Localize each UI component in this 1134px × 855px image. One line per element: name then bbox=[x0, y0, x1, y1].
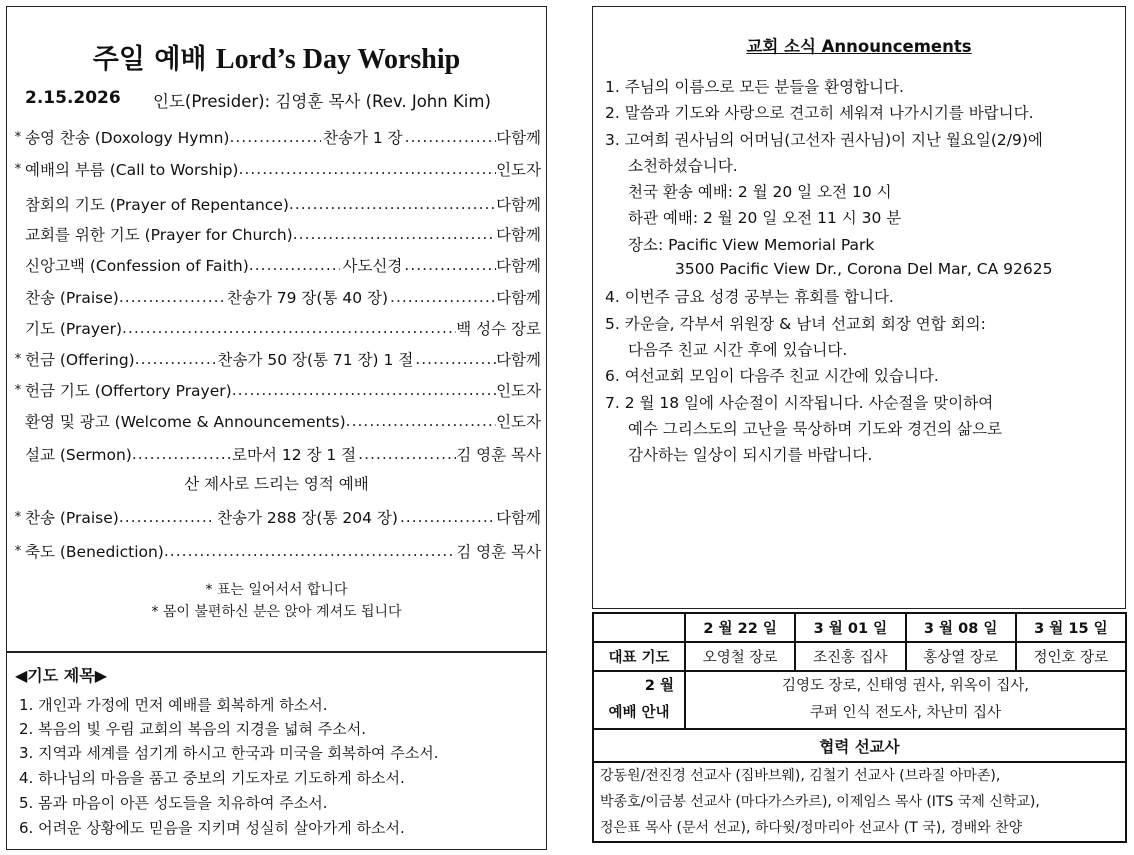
prayer-item: 4. 하나님의 마음을 품고 중보의 기도자로 기도하게 하소서. bbox=[19, 769, 405, 787]
missionary-list: 강동원/전진경 선교사 (짐바브웨), 김철기 선교사 (브라질 아마존), 박종호/이금봉 선교사 (마다가스카르), 이제임스 목사 (ITS 국제 신학교), 정은표 목사 (문서 선교), 하다윗/정마리아 선교사 (T 국), 경배와 찬양 bbox=[593, 762, 1126, 842]
worship-item: 기도 (Prayer) ..... 백 성수 장로 bbox=[11, 314, 541, 342]
worship-item: * 찬송 (Praise) ..... 찬송가 288 장(통 204 장) ..... 다함께 bbox=[11, 503, 541, 531]
announcement-line: 4. 이번주 금요 성경 공부는 휴회를 합니다. bbox=[605, 288, 894, 306]
usher-names: 김영도 장로, 신태영 권사, 위옥이 집사, 쿠퍼 인식 전도사, 차난미 집사 bbox=[685, 671, 1126, 729]
worship-item: 설교 (Sermon) ..... 로마서 12 장 1 절 ..... 김 영훈 목사 bbox=[11, 440, 541, 468]
worship-item: 신앙고백 (Confession of Faith) ..... 사도신경 ..... 다함께 bbox=[11, 251, 541, 279]
announcement-line: 2. 말씀과 기도와 사랑으로 견고히 세워져 나가시기를 바랍니다. bbox=[605, 104, 1034, 122]
prayer-item: 6. 어려운 상황에도 믿음을 지키며 성실히 살아가게 하소서. bbox=[19, 819, 405, 837]
announcement-line: 3500 Pacific View Dr., Corona Del Mar, CA 92625 bbox=[675, 260, 1053, 278]
worship-item: * 송영 찬송 (Doxology Hymn) ..... 찬송가 1 장 ..... 다함께 bbox=[11, 123, 541, 151]
date-cell: 3 월 08 일 bbox=[906, 613, 1016, 642]
worship-item: 참회의 기도 (Prayer of Repentance) ..... 다함께 bbox=[11, 190, 541, 218]
announcement-line: 장소: Pacific View Memorial Park bbox=[628, 236, 875, 254]
prayer-topics-panel bbox=[6, 652, 547, 850]
worship-item: 환영 및 광고 (Welcome & Announcements) ..... 인도자 bbox=[11, 407, 541, 435]
prayer-item: 1. 개인과 가정에 먼저 예배를 회복하게 하소서. bbox=[19, 696, 328, 714]
schedule-table bbox=[592, 612, 1127, 843]
schedule-table-panel bbox=[592, 612, 1127, 851]
prayer-leader-cell: 정인호 장로 bbox=[1016, 642, 1126, 671]
announcement-line: 소천하셨습니다. bbox=[628, 157, 738, 175]
prayer-item: 2. 복음의 빛 우림 교회의 복음의 지경을 넓혀 주소서. bbox=[19, 720, 367, 738]
prayer-leader-cell: 오영철 장로 bbox=[685, 642, 795, 671]
title-english: Lord’s Day Worship bbox=[215, 44, 461, 75]
announcement-line: 다음주 친교 시간 후에 있습니다. bbox=[628, 341, 848, 359]
announcement-line: 5. 카운슬, 각부서 위원장 & 남녀 선교회 회장 연합 회의: bbox=[605, 315, 986, 333]
worship-item: 찬송 (Praise) ..... 찬송가 79 장(통 40 장) ..... 다함께 bbox=[11, 283, 541, 311]
presider: 인도(Presider): 김영훈 목사 (Rev. John Kim) bbox=[153, 92, 491, 111]
prayer-leader-cell: 조진홍 집사 bbox=[795, 642, 905, 671]
note-seated: * 몸이 불편하신 분은 앉아 계셔도 됩니다 bbox=[151, 604, 402, 620]
date-cell: 2 월 22 일 bbox=[685, 613, 795, 642]
empty-cell bbox=[593, 613, 685, 642]
announcements-panel bbox=[592, 6, 1126, 609]
announcements-heading: 교회 소식 Announcements bbox=[746, 37, 972, 56]
prayer-item: 5. 몸과 마음이 아픈 성도들을 치유하여 주소서. bbox=[19, 794, 328, 812]
usher-label: 2 월 예배 안내 bbox=[593, 671, 685, 729]
announcement-line: 6. 여선교회 모임이 다음주 친교 시간에 있습니다. bbox=[605, 367, 939, 385]
worship-item: * 축도 (Benediction) ..... 김 영훈 목사 bbox=[11, 537, 541, 565]
order-of-worship-panel bbox=[6, 6, 547, 652]
prayer-leader-row bbox=[593, 642, 1126, 671]
service-date: 2.15.2026 bbox=[25, 88, 121, 108]
prayer-leader-cell: 홍상열 장로 bbox=[906, 642, 1016, 671]
usher-row bbox=[593, 671, 1126, 729]
missionary-heading: 협력 선교사 bbox=[593, 729, 1126, 762]
announcement-line: 천국 환송 예배: 2 월 20 일 오전 10 시 bbox=[628, 183, 892, 201]
worship-item: * 예배의 부름 (Call to Worship) ..... 인도자 bbox=[11, 155, 541, 183]
announcement-line: 예수 그리스도의 고난을 묵상하며 기도와 경건의 삶으로 bbox=[628, 420, 1002, 438]
missionary-heading-row bbox=[593, 729, 1126, 762]
sermon-title: 산 제사로 드리는 영적 예배 bbox=[184, 475, 369, 493]
prayer-item: 3. 지역과 세계를 섬기게 하시고 한국과 미국을 회복하여 주소서. bbox=[19, 744, 439, 762]
prayer-label: 대표 기도 bbox=[593, 642, 685, 671]
page-title bbox=[7, 37, 546, 76]
announcement-line: 7. 2 월 18 일에 사순절이 시작됩니다. 사순절을 맞이하여 bbox=[605, 394, 994, 412]
worship-item: 교회를 위한 기도 (Prayer for Church) ..... 다함께 bbox=[11, 220, 541, 248]
worship-item: * 헌금 (Offering) ..... 찬송가 50 장(통 71 장) 1 절 ..... 다함께 bbox=[11, 345, 541, 373]
title-korean: 주일 예배 bbox=[92, 44, 207, 75]
date-cell: 3 월 01 일 bbox=[795, 613, 905, 642]
announcement-line: 감사하는 일상이 되시기를 바랍니다. bbox=[628, 446, 873, 464]
prayer-heading: ◀기도 제목▶ bbox=[15, 666, 108, 685]
date-cell: 3 월 15 일 bbox=[1016, 613, 1126, 642]
announcement-line: 하관 예배: 2 월 20 일 오전 11 시 30 분 bbox=[628, 209, 902, 227]
announcement-line: 1. 주님의 이름으로 모든 분들을 환영합니다. bbox=[605, 78, 904, 96]
announcement-line: 3. 고여희 권사님의 어머님(고선자 권사님)이 지난 월요일(2/9)에 bbox=[605, 131, 1043, 149]
worship-item: * 헌금 기도 (Offertory Prayer) ..... 인도자 bbox=[11, 376, 541, 404]
date-row bbox=[593, 613, 1126, 642]
note-standing: * 표는 일어서서 합니다 bbox=[205, 582, 348, 598]
missionary-row bbox=[593, 762, 1126, 842]
